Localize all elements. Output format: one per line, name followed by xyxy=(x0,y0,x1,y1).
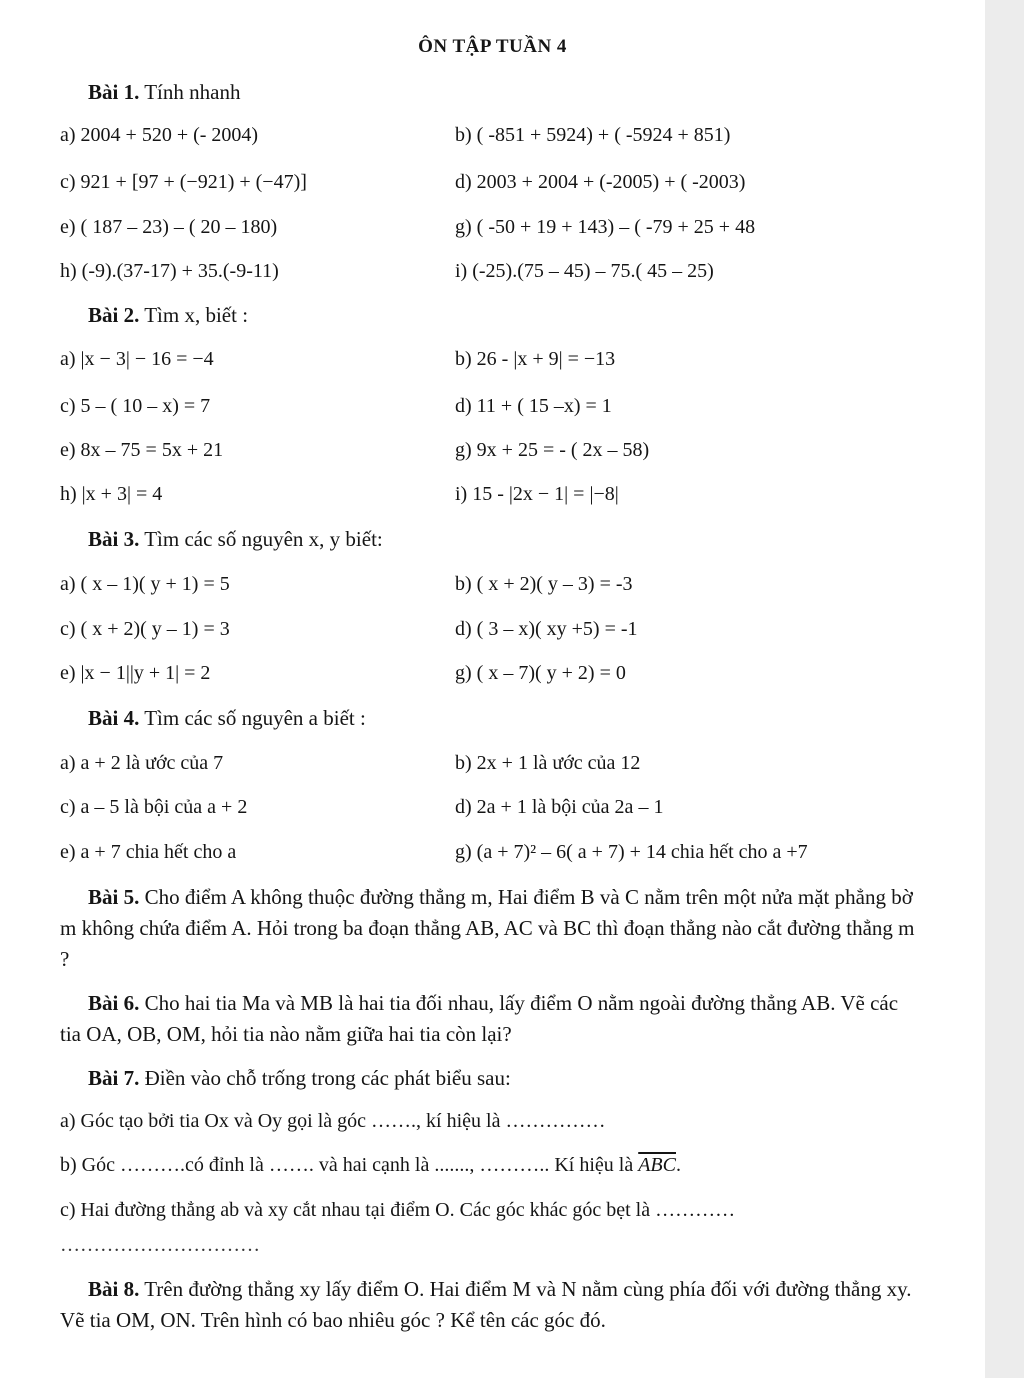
exercise-1-row xyxy=(60,171,960,197)
exercise-7-item-b xyxy=(60,1154,920,1177)
exercise-3-item: a) ( x – 1)( y + 1) = 5 xyxy=(60,573,230,595)
exercise-1-item: c) 921 + [97 + (−921) + (−47)] xyxy=(60,171,307,193)
exercise-3-row xyxy=(60,573,960,599)
exercise-7-heading xyxy=(88,1066,511,1091)
exercise-7-item-b-text: b) Góc ……….có đỉnh là ……. và hai cạnh là ......., ……….. Kí hiệu là xyxy=(60,1154,639,1176)
exercise-3-item: e) |x − 1||y + 1| = 2 xyxy=(60,662,211,684)
exercise-2-item: c) 5 – ( 10 – x) = 7 xyxy=(60,395,211,417)
exercise-2-row xyxy=(60,348,960,374)
exercise-6 xyxy=(60,988,920,1050)
exercise-2-item: g) 9x + 25 = - ( 2x – 58) xyxy=(455,439,650,461)
exercise-3-item: c) ( x + 2)( y – 1) = 3 xyxy=(60,618,230,640)
exercise-3-item: b) ( x + 2)( y – 3) = -3 xyxy=(455,573,633,595)
exercise-7-label: Bài 7. xyxy=(88,1066,140,1090)
exercise-3-heading xyxy=(88,527,383,552)
exercise-2-row xyxy=(60,439,960,465)
exercise-6-label: Bài 6. xyxy=(88,991,140,1015)
exercise-4-item: d) 2a + 1 là bội của 2a – 1 xyxy=(455,796,664,818)
exercise-1-row xyxy=(60,216,960,242)
exercise-3-label: Bài 3. xyxy=(88,527,140,551)
exercise-2-label: Bài 2. xyxy=(88,303,140,327)
exercise-1-text: Tính nhanh xyxy=(139,80,241,104)
exercise-4-row xyxy=(60,752,960,778)
exercise-4-item: e) a + 7 chia hết cho a xyxy=(60,841,237,863)
exercise-2-row xyxy=(60,483,960,509)
exercise-1-heading xyxy=(88,80,240,105)
exercise-3-item: g) ( x – 7)( y + 2) = 0 xyxy=(455,662,626,684)
exercise-7-text: Điền vào chỗ trống trong các phát biểu sau: xyxy=(139,1066,511,1090)
exercise-2-item: i) 15 - |2x − 1| = |−8| xyxy=(455,483,619,505)
exercise-7-item-c: c) Hai đường thẳng ab và xy cắt nhau tại điểm O. Các góc khác góc bẹt là ………… xyxy=(60,1199,736,1221)
exercise-4-item: a) a + 2 là ước của 7 xyxy=(60,752,224,774)
exercise-2-item: a) |x − 3| − 16 = −4 xyxy=(60,348,214,370)
exercise-2-row xyxy=(60,395,960,421)
exercise-1-item: g) ( -50 + 19 + 143) – ( -79 + 25 + 48 xyxy=(455,216,756,238)
exercise-5-label: Bài 5. xyxy=(88,885,140,909)
exercise-2-item: h) |x + 3| = 4 xyxy=(60,483,163,505)
exercise-1-label: Bài 1. xyxy=(88,80,140,104)
exercise-3-row xyxy=(60,618,960,644)
exercise-1-row xyxy=(60,260,960,286)
exercise-3-text: Tìm các số nguyên x, y biết: xyxy=(139,527,383,551)
exercise-2-item: b) 26 - |x + 9| = −13 xyxy=(455,348,616,370)
exercise-1-row xyxy=(60,124,960,150)
exercise-8-label: Bài 8. xyxy=(88,1277,140,1301)
exercise-1-item: b) ( -851 + 5924) + ( -5924 + 851) xyxy=(455,124,731,146)
exercise-8 xyxy=(60,1274,920,1336)
exercise-4-item: g) (a + 7)² – 6( a + 7) + 14 chia hết cho a +7 xyxy=(455,841,808,863)
exercise-4-heading xyxy=(88,706,366,731)
exercise-7-item-b-end: . xyxy=(676,1154,681,1176)
exercise-1-item: i) (-25).(75 – 45) – 75.( 45 – 25) xyxy=(455,260,714,282)
exercise-1-item: d) 2003 + 2004 + (-2005) + ( -2003) xyxy=(455,171,746,193)
exercise-4-row xyxy=(60,796,960,822)
exercise-4-text: Tìm các số nguyên a biết : xyxy=(139,706,366,730)
exercise-2-item: e) 8x – 75 = 5x + 21 xyxy=(60,439,224,461)
exercise-2-item: d) 11 + ( 15 –x) = 1 xyxy=(455,395,612,417)
exercise-4-item: b) 2x + 1 là ước của 12 xyxy=(455,752,641,774)
page-title: ÔN TẬP TUẦN 4 xyxy=(418,36,567,57)
exercise-1-item: h) (-9).(37-17) + 35.(-9-11) xyxy=(60,260,279,282)
exercise-4-label: Bài 4. xyxy=(88,706,140,730)
side-margin-strip xyxy=(985,0,1024,1378)
exercise-3-row xyxy=(60,662,960,688)
exercise-3-item: d) ( 3 – x)( xy +5) = -1 xyxy=(455,618,638,640)
exercise-4-item: c) a – 5 là bội của a + 2 xyxy=(60,796,248,818)
exercise-5-text: Cho điểm A không thuộc đường thẳng m, Hai điểm B và C nằm trên một nửa mặt phẳng bờ m không chứa điểm A. Hỏi trong ba đoạn thẳng AB, AC và BC thì đoạn thẳng nào cắt đường thẳng m ? xyxy=(60,885,915,971)
exercise-1-item: e) ( 187 – 23) – ( 20 – 180) xyxy=(60,216,278,238)
exercise-1-item: a) 2004 + 520 + (- 2004) xyxy=(60,124,259,146)
exercise-6-text: Cho hai tia Ma và MB là hai tia đối nhau, lấy điểm O nằm ngoài đường thẳng AB. Vẽ các tia OA, OB, OM, hỏi tia nào nằm giữa hai tia còn lại? xyxy=(60,991,899,1046)
exercise-2-text: Tìm x, biết : xyxy=(139,303,249,327)
exercise-7-item-a: a) Góc tạo bởi tia Ox và Oy gọi là góc ……., kí hiệu là …………… xyxy=(60,1110,606,1132)
exercise-7-item-c-continuation: ………………………… xyxy=(60,1234,260,1256)
angle-abc-symbol: $\overline{ABC}$ xyxy=(638,1154,676,1176)
exercise-2-heading xyxy=(88,303,248,328)
exercise-8-text: Trên đường thẳng xy lấy điểm O. Hai điểm M và N nằm cùng phía đối với đường thẳng xy. Vẽ tia OM, ON. Trên hình có bao nhiêu góc ? Kể tên các góc đó. xyxy=(60,1277,912,1332)
exercise-4-row xyxy=(60,841,960,867)
exercise-5 xyxy=(60,882,920,975)
